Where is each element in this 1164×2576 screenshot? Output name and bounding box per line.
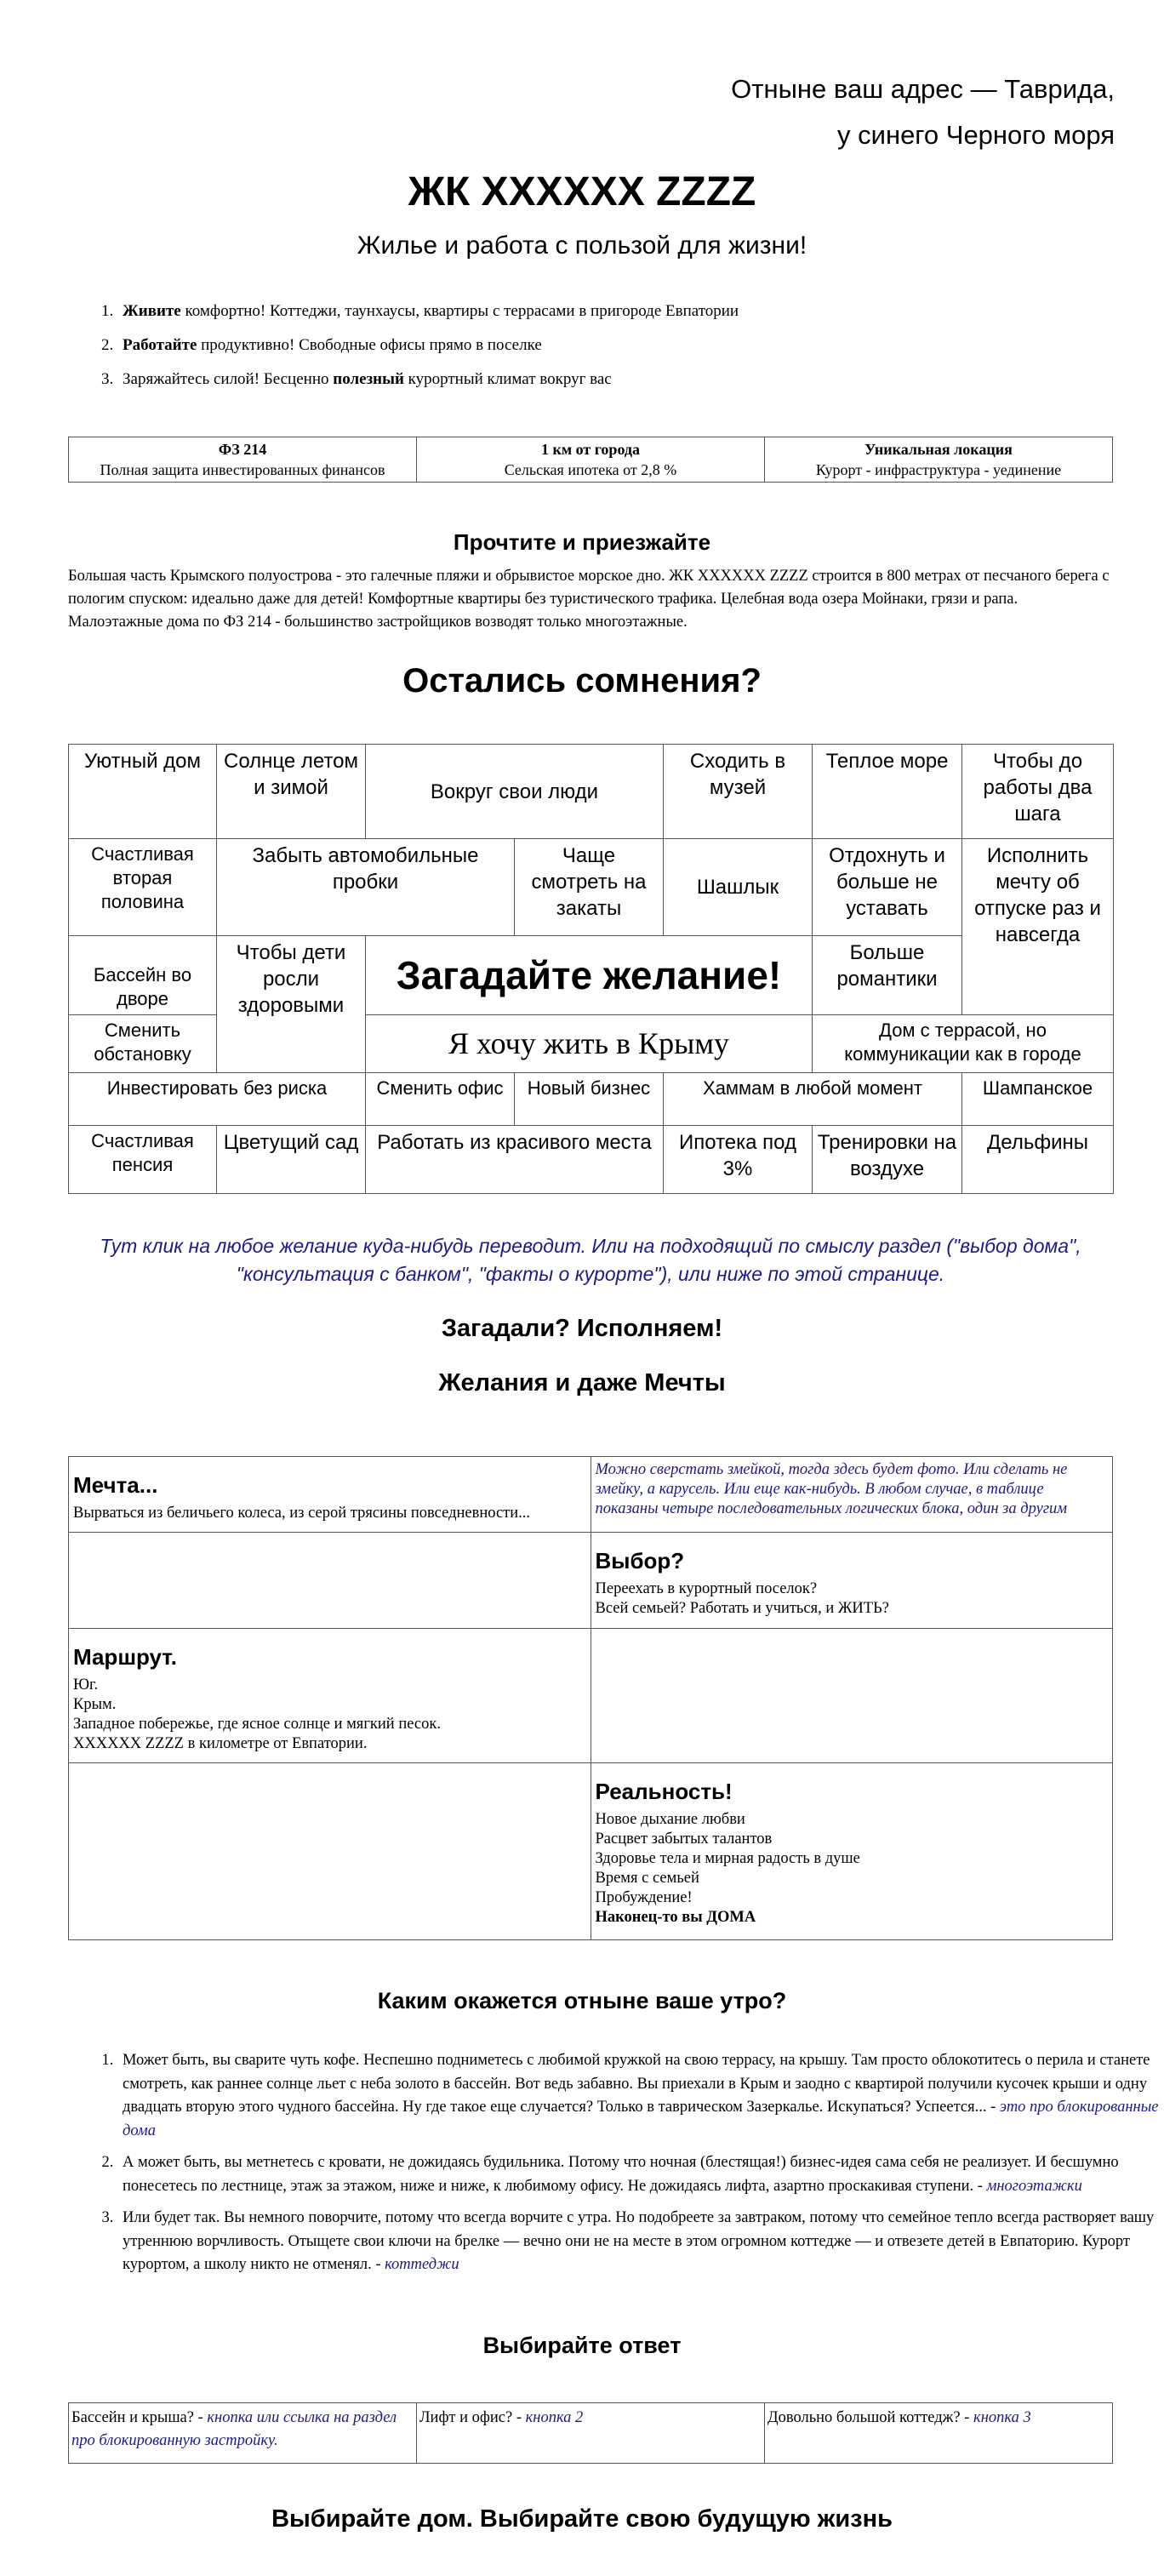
morning-text: Может быть, вы сварите чуть кофе. Неспешно подниметесь с любимой кружкой на свою террасу, на крышу. Там просто облокотитесь о перила и станете смотреть, как раннее солнце льет с неба золото в бассейн. Вот ведь забавно. Вы приехали в Крым и заодно с квартирой получили кусочек крыши и одну двадцать вторую этого чудного бассейна. Ну где такое еще случается? Только в таврическом Зазеркалье. Искупаться? Успеется... - xyxy=(123,2052,1150,2116)
wish-cell[interactable]: Уютный дом xyxy=(69,745,217,839)
dream-line: Время с семьей xyxy=(595,1870,699,1887)
wish-cell[interactable]: Сменить офис xyxy=(366,1073,515,1126)
morning-link[interactable]: это про блокированные дома xyxy=(123,2099,1159,2139)
answer-cell xyxy=(417,2403,765,2464)
wish-cell[interactable]: Шампанское xyxy=(962,1073,1114,1126)
benefit-text: комфортно! Коттеджи, таунхаусы, квартиры с террасами в пригороде Евпатории xyxy=(180,302,739,320)
answer-link-2[interactable]: кнопка 2 xyxy=(525,2409,584,2426)
fact-title: 1 км от города xyxy=(540,441,641,458)
wish-cell[interactable]: Сменить обстановку xyxy=(69,1015,217,1073)
wish-cell[interactable]: Бассейн во дворе xyxy=(69,936,217,1015)
benefit-text: продуктивно! Свободные офисы прямо в поселке xyxy=(197,336,542,354)
dream-note: Можно сверстать змейкой, тогда здесь будет фото. Или сделать не змейку, а карусель. Или еще как-нибудь. В любом случае, в таблице показаны четыре последовательных логических блока, один за другим xyxy=(591,1457,1113,1533)
benefit-text: Заряжайтесь силой! Бесценно xyxy=(123,370,334,388)
wish-cell[interactable]: Цветущий сад xyxy=(217,1126,366,1194)
answers-table xyxy=(68,2402,1113,2464)
wish-cell[interactable]: Вокруг свои люди xyxy=(366,745,664,839)
wish-cell[interactable]: Ипотека под 3% xyxy=(664,1126,813,1194)
slogan-line-2: у синего Черного моря xyxy=(837,120,1115,150)
dream-cell-mechta xyxy=(69,1457,591,1533)
morning-heading: Каким окажется отныне ваше утро? xyxy=(377,1988,787,2013)
dreams-grid xyxy=(68,1456,1113,1940)
answer-text: Довольно большой коттедж? - xyxy=(767,2409,974,2426)
benefit-item xyxy=(117,294,1155,328)
wish-cell[interactable]: Теплое море xyxy=(813,745,962,839)
morning-list xyxy=(68,2049,1164,2286)
fact-title: ФЗ 214 xyxy=(218,441,267,458)
answer-link-3[interactable]: кнопка 3 xyxy=(973,2409,1031,2426)
fact-text: Курорт - инфраструктура - уединение xyxy=(815,461,1062,478)
answer-cell xyxy=(69,2403,417,2464)
wish-cell[interactable]: Солнце летом и зимой xyxy=(217,745,366,839)
benefit-bold: полезный xyxy=(333,370,404,388)
wish-cell-main[interactable]: Загадайте желание! xyxy=(366,936,813,1015)
wish-cell[interactable]: Исполнить мечту об отпуске раз и навсегда xyxy=(962,839,1114,1015)
slogan xyxy=(731,66,1115,158)
dream-cell-vybor xyxy=(591,1533,1113,1629)
dream-cell-marshrut xyxy=(69,1629,591,1763)
doubts-heading: Остались сомнения? xyxy=(402,662,762,700)
done-heading: Загадали? Исполняем! xyxy=(441,1315,723,1342)
answer-link-1[interactable]: кнопка или ссылка на раздел про блокированную застройку. xyxy=(71,2409,397,2449)
choose-heading: Выбирайте ответ xyxy=(482,2333,682,2358)
fact-text: Сельская ипотека от 2,8 % xyxy=(504,461,677,478)
dream-text: Вырваться из беличьего колеса, из серой трясины повседневности... xyxy=(73,1505,531,1522)
wish-cell[interactable]: Сходить в музей xyxy=(664,745,813,839)
benefit-text: курортный климат вокруг вас xyxy=(403,370,612,388)
wish-cell-crimea[interactable]: Я хочу жить в Крыму xyxy=(366,1015,813,1073)
wish-cell[interactable]: Чаще смотреть на закаты xyxy=(515,839,664,936)
dream-line: Переехать в курортный поселок? xyxy=(595,1580,818,1597)
slogan-line-1: Отныне ваш адрес — Таврида, xyxy=(731,74,1115,104)
fact-cell xyxy=(417,437,765,483)
fact-cell xyxy=(765,437,1113,483)
wish-cell[interactable]: Счастливая пенсия xyxy=(69,1126,217,1194)
wish-cell[interactable]: Чтобы дети росли здоровыми xyxy=(217,936,366,1073)
page-title: ЖК XXXXXX ZZZZ xyxy=(408,169,756,214)
dream-cell-empty xyxy=(69,1763,591,1940)
benefit-bold: Живите xyxy=(123,302,181,320)
dream-line: Западное побережье, где ясное солнце и мягкий песок. xyxy=(73,1716,441,1733)
dream-line: Пробуждение! xyxy=(595,1889,693,1906)
dream-title: Реальность! xyxy=(595,1779,733,1804)
wish-cell[interactable]: Отдохнуть и больше не уставать xyxy=(813,839,962,936)
dream-line: XXXXXX ZZZZ в километре от Евпатории. xyxy=(73,1735,368,1752)
benefit-bold: Работайте xyxy=(123,336,197,354)
morning-item xyxy=(117,2049,1164,2143)
fact-cell xyxy=(69,437,417,483)
wish-cell[interactable]: Забыть автомобильные пробки xyxy=(217,839,515,936)
wish-cell[interactable]: Работать из красивого места xyxy=(366,1126,664,1194)
morning-link[interactable]: коттеджи xyxy=(385,2256,459,2273)
benefit-item xyxy=(117,363,1155,397)
dream-title: Выбор? xyxy=(595,1548,685,1574)
benefit-item xyxy=(117,328,1155,363)
wish-cell[interactable]: Новый бизнес xyxy=(515,1073,664,1126)
dream-title: Маршрут. xyxy=(73,1644,177,1670)
wishes-note: Тут клик на любое желание куда-нибудь переводит. Или на подходящий по смыслу раздел ("выбор дома", "консультация с банком", "факты о курорте"), или ниже по этой странице. xyxy=(100,1235,1081,1285)
read-heading: Прочтите и приезжайте xyxy=(453,529,711,555)
read-paragraph: Большая часть Крымского полуострова - это галечные пляжи и обрывистое морское дно. ЖК XXXXXX ZZZZ строится в 800 метрах от песчаного берега с пологим спуском: идеально даже для детей! Комфортные квартиры без туристического трафика. Целебная вода озера Мойнаки, грязи и рапа. Малоэтажные дома по ФЗ 214 - большинство застройщиков возводят только многоэтажные. xyxy=(68,568,1110,631)
facts-table xyxy=(68,437,1113,483)
dream-line: Крым. xyxy=(73,1696,117,1713)
wish-cell[interactable]: Хаммам в любой момент xyxy=(664,1073,962,1126)
dream-line: Всей семьей? Работать и учиться, и ЖИТЬ? xyxy=(595,1600,889,1617)
page-subtitle: Жилье и работа с пользой для жизни! xyxy=(357,231,807,260)
dream-line: Юг. xyxy=(73,1676,99,1694)
wish-grid xyxy=(68,744,1114,1194)
fact-text: Полная защита инвестированных финансов xyxy=(100,461,385,478)
dream-line: Здоровье тела и мирная радость в душе xyxy=(595,1850,860,1867)
morning-item xyxy=(117,2207,1164,2277)
dream-title: Мечта... xyxy=(73,1472,158,1498)
final-heading: Выбирайте дом. Выбирайте свою будущую жизнь xyxy=(271,2505,893,2533)
wish-cell[interactable]: Дельфины xyxy=(962,1126,1114,1194)
dream-line-bold: Наконец-то вы ДОМА xyxy=(595,1909,756,1926)
answer-text: Бассейн и крыша? - xyxy=(71,2409,208,2426)
wish-cell[interactable]: Шашлык xyxy=(664,839,813,936)
morning-link[interactable]: многоэтажки xyxy=(986,2177,1082,2195)
wish-cell[interactable]: Инвестировать без риска xyxy=(69,1073,366,1126)
morning-item xyxy=(117,2151,1164,2198)
morning-text: А может быть, вы метнетесь с кровати, не дожидаясь будильника. Потому что ночная (блестящая!) бизнес-идея сама себя не реализует. И бесшумно понесетесь по лестнице, этаж за этажом, ниже и ниже, к любимому офису. Не дожидаясь лифта, азартно проскакивая ступени. - xyxy=(123,2154,1119,2195)
dream-cell-empty xyxy=(69,1533,591,1629)
dream-cell-empty xyxy=(591,1629,1113,1763)
dream-line: Новое дыхание любви xyxy=(595,1811,745,1828)
answer-text: Лифт и офис? - xyxy=(419,2409,526,2426)
dreams-heading: Желания и даже Мечты xyxy=(438,1369,726,1397)
dream-cell-real xyxy=(591,1763,1113,1940)
wish-cell[interactable]: Счастливая вторая половина xyxy=(69,839,217,936)
wish-cell[interactable]: Чтобы до работы два шага xyxy=(962,745,1114,839)
fact-title: Уникальная локация xyxy=(864,441,1013,458)
wish-cell[interactable]: Дом с террасой, но коммуникации как в городе xyxy=(813,1015,1114,1073)
answer-cell xyxy=(765,2403,1113,2464)
wish-cell[interactable]: Больше романтики xyxy=(813,936,962,1015)
dream-line: Расцвет забытых талантов xyxy=(595,1831,773,1848)
wish-cell[interactable]: Тренировки на воздухе xyxy=(813,1126,962,1194)
morning-text: Или будет так. Вы немного поворчите, потому что всегда ворчите с утра. Но подобреете за завтраком, потому что семейное тепло всегда растворяет вашу утреннюю ворчливость. Отыщете свои ключи на брелке — вечно они не на месте в этом огромном коттедже — и отвезете детей в Евпаторию. Курорт курортом, а школу никто не отменял. - xyxy=(123,2209,1155,2273)
benefits-list xyxy=(68,294,1155,397)
